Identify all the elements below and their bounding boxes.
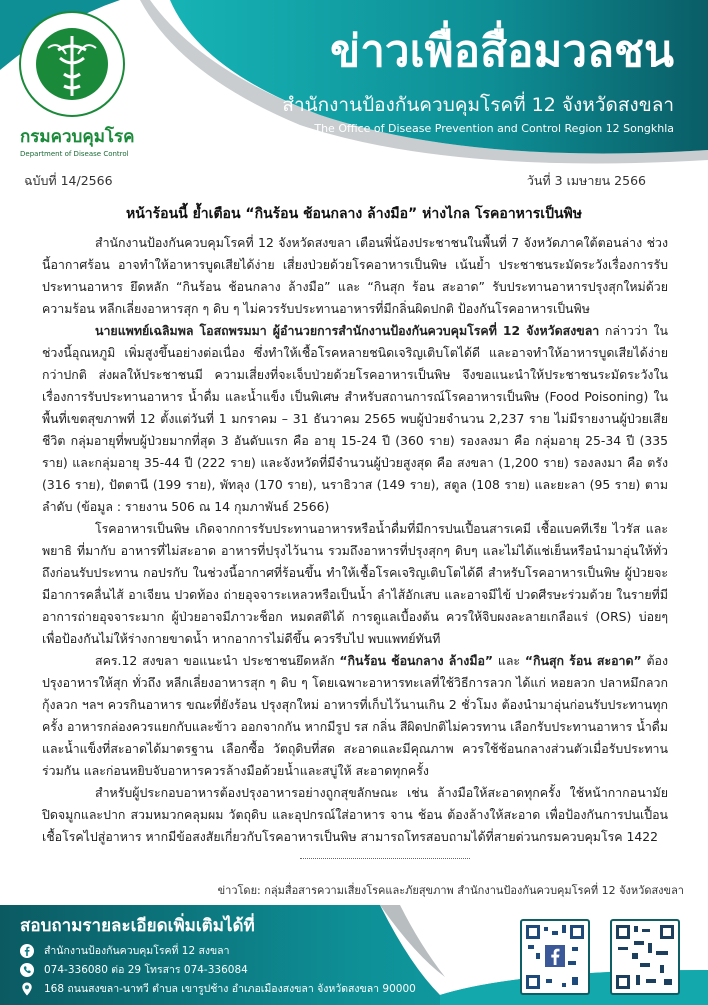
meta-row (0, 170, 708, 190)
paragraph-line: อาจทำให้อาหารบูดเสียได้ง่าย เสี่ยงป่วยด้วยโรคอาหารเป็นพิษ เน้นย้ำ ประชาชนระมัดระวังเรื่องการรับประทานอาหาร ยึดหลัก (42, 257, 668, 294)
paragraph-line: สะอาดทุกครั้ง (355, 763, 429, 778)
paragraph-line: สำนักงานป้องกันควบคุมโรคที่ 12 จังหวัดสงขลา เตือนพี่น้องประชาชนในพื้นที่ 7 จังหวัดภาคใต้ตอนล่าง ช่วงนี้อากาศร้อน (42, 235, 668, 272)
facebook-qr-code[interactable] (520, 919, 590, 995)
paragraph (42, 782, 668, 848)
paragraph-line: ขณะที่ยังร้อน ปรุงสุกใหม่ อาหารที่เก็บไว้นานเกิน 2 ชั่วโมง ต้องนำมาอุ่นก่อนรับประทานทุกครั้ง อาหารกล่องควรแยกกับและข้าว (42, 697, 668, 734)
paragraph-line: นายแพทย์เฉลิมพล โอสถพรมมา ผู้อำนวยการสำนักงานป้องกันควบคุมโรคที่ 12 จังหวัดสงขลา กล่าวว่า ในช่วงนี้อุณหภูมิ (42, 323, 668, 360)
footer-facebook[interactable] (20, 943, 230, 959)
paragraph-line: สวมหมวกคลุมผม วัตถุดิบ และอุปกรณ์ใส่อาหาร จาน ช้อน ต้องล้างให้สะอาด เพื่อป้องกันการปนเปื้อนเชื้อโรคไปสู่อาหาร (42, 807, 668, 844)
department-name-th: กรมควบคุมโรค (20, 127, 135, 147)
paragraph-line: ความเสี่ยงที่จะเจ็บป่วยด้วยโรคอาหารเป็นพิษ จึงขอแนะนำให้ประชาชนระมัดระวังในเรื่องการรับประทานอาหาร น้ำดื่ม และน้ำแข็ง (42, 367, 668, 404)
paragraph (42, 518, 668, 650)
paragraph (42, 320, 668, 518)
paragraph-line: คือ ตรัง (316 ราย), ปัตตานี (199 ราย), พัทลุง (170 ราย), นราธิวาส (149 ราย), สตูล (108 ราย) และยะลา (95 ราย) ตามลำดับ (42, 455, 669, 514)
facebook-page-name: สำนักงานป้องกันควบคุมโรคที่ 12 สงขลา (44, 945, 230, 957)
paragraph (42, 650, 668, 782)
issue-date: วันที่ 3 เมษายน 2566 (526, 173, 646, 188)
qr-code-icon (612, 921, 678, 993)
press-release-body (42, 232, 668, 848)
paragraph-line: คือ กลุ่มอายุ 25-34 ปี (335 ราย) และกลุ่มอายุ 35-44 ปี (222 ราย) และจังหวัดที่มีจำนวนผู้ป่วยสูงสุด คือ สงขลา (1,200 ราย) รองลงมา (42, 433, 668, 470)
line-qr-code[interactable] (610, 919, 680, 995)
paragraph-line: ไม่ควรรับประทานอาหารที่มีกลิ่นผิดปกติ ป้องกันโรคอาหารเป็นพิษ (243, 301, 590, 316)
paragraph-line: หากมีข้อสงสัยเกี่ยวกับโรคอาหารเป็นพิษ สามารถโทรสอบถามได้ที่สายด่วนกรมควบคุมโรค 1422 (145, 829, 659, 844)
issue-number: ฉบับที่ 14/2566 (24, 173, 113, 188)
banner-subtitle: สำนักงานป้องกันควบคุมโรคที่ 12 จังหวัดสงขลา (282, 94, 674, 116)
paragraph-line: เพิ่มสูงขึ้นอย่างต่อเนื่อง ซึ่งทำให้เชื้อโรคหลายชนิดเจริญเติบโตได้ดี และอาจทำให้อาหารบูดเสียได้ง่ายกว่าปกติ ส่งผลให้ประชาชนมี (42, 345, 668, 382)
paragraph-line: ทั่วถึง หลีกเลี่ยงอาหารสุก ๆ ดิบ ๆ โดยเฉพาะอาหารทะเลที่ใช้วิธีการลวก ได้แก่ หอยลวก ปลาหมึกลวก กุ้งลวก ฯลฯ ควรกินอาหาร (42, 675, 668, 712)
paragraph-line: ในช่วงนี้อากาศที่ร้อนขึ้น ทำให้เชื้อโรคเจริญเติบโตได้ดี สำหรับโรคอาหารเป็นพิษ ผู้ป่วยจะมีอาการคลื่นไส้ อาเจียน ปวดท้อง (42, 565, 668, 602)
paragraph-line: สคร.12 สงขลา ขอแนะนำ ประชาชนยึดหลัก “กินร้อน ช้อนกลาง ล้างมือ” และ “กินสุก ร้อน สะอาด” ต้องปรุงอาหารให้สุก (42, 653, 669, 690)
paragraph (42, 232, 668, 320)
paragraph-line: เป็นพิเศษ สำหรับสถานการณ์โรคอาหารเป็นพิษ (Food Poisoning) ในพื้นที่เขตสุขภาพที่ 12 ตั้งแต่วันที่ 1 มกราคม – 31 ธันวาคม 2565 (42, 389, 668, 426)
paragraph-line: พบแพทย์ทันที (367, 631, 441, 646)
location-pin-icon (20, 982, 34, 996)
footer-phone (20, 962, 248, 978)
footer-address (20, 981, 416, 997)
department-name-en: Department of Disease Control (20, 150, 129, 158)
paragraph-line: ออกจากกัน หากมีรูป รส กลิ่น สีผิดปกติไม่ควรทาน เลือกรับประทานอาหาร น้ำดื่ม และน้ำแข็งที่สะอาดได้มาตรฐาน เลือกซื้อ (42, 719, 668, 756)
address: 168 ถนนสงขลา-นาทวี ตำบล เขารูปช้าง อำเภอเมืองสงขลา จังหวัดสงขลา 90000 (44, 983, 416, 995)
banner-english: The Office of Disease Prevention and Control Region 12 Songkhla (314, 122, 674, 135)
header (0, 0, 708, 170)
paragraph-line: หมดสติได้ การดูแลเบื้องต้น ควรให้จิบผงละลายเกลือแร่ (ORS) บ่อยๆ เพื่อป้องกันไม่ให้ร่างกายขาดน้ำ หากอาการไม่ดีขึ้น ควรรีบไป (42, 609, 668, 646)
qr-code-icon (522, 921, 588, 993)
paragraph-line: โรคอาหารเป็นพิษ เกิดจากการรับประทานอาหารหรือน้ำดื่มที่มีการปนเปื้อนสารเคมี เชื้อแบคทีเรีย ไวรัส และพยาธิ ที่มากับ (42, 521, 668, 558)
moph-logo (20, 12, 124, 116)
footer-title: สอบถามรายละเอียดเพิ่มเติมได้ที่ (20, 916, 255, 936)
paragraph-line: วัตถุดิบที่สด สะอาดและมีคุณภาพ ควรใช้ช้อนกลางส่วนตัวเมื่อรับประทานร่วมกัน และก่อนหยิบจับอาหารควรล้างมือด้วยน้ำและสบู่ให้ (42, 741, 668, 778)
paragraph-line: พบผู้ป่วยจำนวน 2,237 ราย ไม่มีรายงานผู้ป่วยเสียชีวิต กลุ่มอายุที่พบผู้ป่วยมากที่สุด 3 อันดับแรก คือ อายุ 15-24 ปี (360 ราย) รองลงมา (42, 411, 668, 448)
paragraph-line: (ข้อมูล : รายงาน 506 ณ 14 กุมภาพันธ์ 2566) (76, 499, 330, 514)
press-release-title: หน้าร้อนนี้ ย้ำเตือน “กินร้อน ช้อนกลาง ล้างมือ” ห่างไกล โรคอาหารเป็นพิษ (126, 206, 582, 222)
facebook-icon (20, 944, 34, 958)
footer (0, 905, 708, 1005)
paragraph-line: ถ่ายอุจจาระเหลวหรือเป็นน้ำ ลำไส้อักเสบ และอาจมีไข้ ปวดศีรษะร่วมด้วย ในรายที่มีอาการถ่ายอุจจาระมาก ผู้ป่วยอาจมีภาวะช็อก (42, 587, 668, 624)
paragraph-line: “กินร้อน ช้อนกลาง ล้างมือ” และ “กินสุก ร้อน สะอาด” รับประทานอาหารปรุงสุกใหม่ด้วยความร้อน หลีกเลี่ยงอาหารสุก ๆ ดิบ ๆ (42, 279, 668, 316)
separator-dotted (300, 858, 470, 859)
phone-icon (20, 963, 34, 977)
news-by: ข่าวโดย: กลุ่มสื่อสารความเสี่ยงโรคและภัยสุขภาพ สำนักงานป้องกันควบคุมโรคที่ 12 จังหวัดสงขลา (217, 884, 684, 897)
phone-number: 074-336080 ต่อ 29 โทรสาร 074-336084 (44, 964, 248, 976)
paragraph-line: อาหารที่ไม่สะอาด อาหารที่ปรุงไว้นาน รวมถึงอาหารที่ปรุงสุกๆ ดิบๆ และไม่ได้แช่เย็นหรือนำมาอุ่นให้ทั่วถึงก่อนรับประทาน กอปรกับ (42, 543, 668, 580)
banner-title: ข่าวเพื่อสื่อมวลชน (330, 26, 674, 77)
paragraph-line: สำหรับผู้ประกอบอาหารต้องปรุงอาหารอย่างถูกสุขลักษณะ เช่น ล้างมือให้สะอาดทุกครั้ง ใช้หน้ากากอนามัยปิดจมูกและปาก (42, 785, 668, 822)
